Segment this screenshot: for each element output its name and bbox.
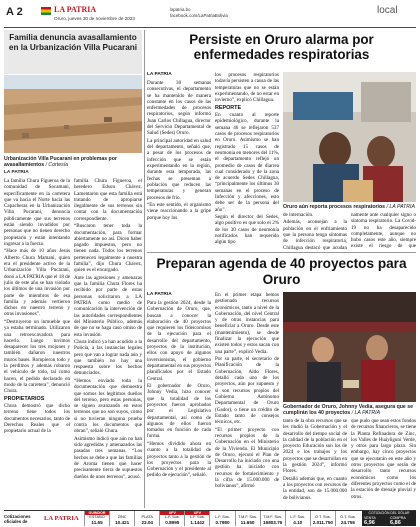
story1-photo-graphic xyxy=(283,72,416,202)
header-dateline: Oruro, jueves 30 de noviembre de 2023 xyxy=(54,16,135,21)
story2-photo-graphic xyxy=(283,292,416,402)
story1-col2-p1: los procesos respiratorios todavía persisten a causa de las temperaturas que no se están experimentando, de no estar en invierno”, explicó Chillagua. xyxy=(215,72,279,104)
story1-caption-text: Oruro aún reporta procesos respiratorios xyxy=(283,204,386,210)
header-divider xyxy=(4,27,416,28)
quote-cell xyxy=(109,511,134,526)
quote-sub: L.F. Sus. xyxy=(164,515,180,520)
buy-value: 6,96 xyxy=(364,519,375,526)
story2-photo xyxy=(283,292,416,402)
sidebar-col1-p3: “Destruyeron un inmueble que ya estaba terminado. Utilizaron una retroexcavadora para hacerlo. Luego tuvimos desaparecer los tres mojones y también dañaron nuestros muros bases. Rompieron todo y la perdimos y además robaron el vehículo de todo, tal como hacen, el pedido declarado en modo de la carretera”, denunció Chura. xyxy=(4,318,70,395)
sidebar-caption-text: Urbanización Villa Pucarani en problemas por avasallamientos xyxy=(4,156,117,169)
story1-photo xyxy=(283,72,416,202)
quote-sub: ESTAÑO xyxy=(89,515,105,520)
story1-col4-p1: namente ante cualquier signo o síntoma respiratorio. La Covid-19 no ha desaparecido completamente, aunque no hubo casos este año, siempre existe el riesgo de que xyxy=(351,212,416,250)
sell-value: 6,86 xyxy=(390,519,401,526)
sidebar-photo-graphic xyxy=(4,75,142,153)
header-social-1: lapatria.bo xyxy=(170,7,191,12)
quote-cell xyxy=(335,511,360,526)
sidebar-col2-p3: Ante las agresiones y amenazas que la familia Chura Flores ha recibido por parte de estas personas solicitaron a LA PATRIA como medio de comunicación la intervención de las autoridades correspondientes del Ministerio Público, además de que no se haga caso omiso de esta invasión. xyxy=(74,274,142,338)
sidebar-col-1 xyxy=(4,178,70,506)
quote-sub: O.T. Sus. xyxy=(340,515,356,520)
story1-col1-p2: La principal autoridad en salud del departamento, señaló que, a pesar de los procesos de infección que se están experimentando en la región, durante esta temporada, las fechas se presentan a población que reducen las temperaturas y generan procesos de frío. xyxy=(147,137,211,201)
quote-value: 0.8995 xyxy=(165,520,180,526)
story-divider xyxy=(147,252,416,253)
quote-value: 11.65 xyxy=(91,520,103,526)
buy-label: VENTA xyxy=(364,516,376,520)
header-social-2: facebook.com/LaPatriaBolivia xyxy=(170,13,228,18)
sidebar-col1-p2: “Hace más de 10 años Jesús Alberto Chura Mamani, quien era el presidente activo de la Urbanización Villa Pucarani, donó a LA PATRIA que el 18 de julio de este año se han violado los últimos de una invasión por parte de miembros de esa familia y además vertieron dichos en nuestro terreno y otras invasiones”. xyxy=(4,248,70,318)
header-flag-icon xyxy=(41,7,51,15)
story1-col-3 xyxy=(283,212,347,250)
story1-col2-p3: Según el director del Sedes, algo positivo es que solo el 2% de los 30 casos de neumonía notificados han requerido algún tipo xyxy=(215,214,279,246)
quote-sub: L.F. Sus. xyxy=(290,515,306,520)
story2-col1-p2: El gobernador de Oruro, Johnny Vedia, hizo conocer que la totalidad de los proyectos fueron aprobados por el Legislativo departamental, así como de algunos de ellos fueron tomados en función de cada forma. xyxy=(147,383,211,440)
quote-sub: PLATA xyxy=(141,515,153,520)
story2-caption xyxy=(283,404,416,416)
sidebar-col-2 xyxy=(74,178,142,506)
quote-sub: T.M.F. Sus. xyxy=(263,515,283,520)
quote-label: UFV xyxy=(160,511,184,515)
story1-col3-p1: de internación. xyxy=(283,212,314,218)
quotes-bar xyxy=(4,510,416,526)
story2-col2-p3: “El primer proyecto con recursos propios de la Gobernación en el Ministerio de la Vivienda. El Municipio de Oruro, ejecutó el Plan de Desarrollo ha iniciado con una gestión ha iniciado con recursos de fortalecimiento y la cifra de 15.000.000 de bolivianos”, afirmó xyxy=(215,426,279,490)
quote-value: 10.421 xyxy=(115,520,130,526)
quote-cell xyxy=(184,511,209,526)
sidebar-subhead: PROPIETARIOS xyxy=(4,395,45,402)
sidebar-byline: LA PATRIA xyxy=(4,170,29,175)
story1-byline: LA PATRIA xyxy=(147,72,172,77)
story2-caption-text: Gobernador de Oruro, Johnny Vedia, asegura que se cumplirán los 40 proyectos xyxy=(283,404,414,417)
sidebar-col2-p1: familia Chura Figueroa, el heredero Edson Chávez. Lamentaron que esta familia está tratando de apropiarse ilegalmente de sus terrenos sin contar con la documentación correspondiente. xyxy=(74,178,142,222)
column-divider xyxy=(144,30,145,508)
story1-headline: Persiste en Oruro alarma por enfermedades respiratorias xyxy=(189,32,374,62)
story1-col1-p1: Durante 30 semanas consecutivas, el departamento se ha mantenido de manera constante en los casos de las enfermedades de procesos respiratorios, según informó Juan Carlos Chillagua, director del Servicio Departamental de Salud (Sedes) Oruro. xyxy=(147,80,211,137)
sidebar-photo xyxy=(4,75,142,153)
quote-sub: L.F. Sus. xyxy=(190,515,205,520)
sidebar-col2-p5: “Hemos enviado toda la documentación que demuestra que somos los legítimos dueños del terreno, pero estas personas, se siguen avanzando en estos terrenos que no son suyos, como si no tuvieran ninguna prueba contra los documentos que obran”, señaló Chura. xyxy=(74,377,142,435)
sidebar-col2-p4: Chura indicó ya han acudido a la Policía, a las instancias legales pero que van a lograr nada aún y que también no hay una respuesta sobre los hechos denunciados. xyxy=(74,338,142,377)
quote-sub: T.M.F. Sus. xyxy=(238,515,257,520)
quote-cell xyxy=(159,511,184,526)
story2-col3-p1: tanto de la obra recursos que se les rindió la Gobernación y el desarrollo del tiempo social de la calidad de la población en el proyecto Educación son los de 2024 e los trabajos y los proyectos que se desarrollan en la gestión 2024”, informó Flores. xyxy=(283,418,347,475)
quote-cell xyxy=(310,511,335,526)
story2-col1-p3: “Hemos dividido ahora en cuanto a la totalidad de proyectos tanto a la gestión de los proyectos para la Gobernación y el presidente al pedido de ejecución”, señaló. xyxy=(147,440,211,479)
story2-col2-p1: En el primer etapa hemos gestionado recursos económicos, tanto a nivel de la Gobernación, del nivel Central y de otras instancias para beneficiar a Oruro. Desde este (mantenimiento), se desde finalizar la ejecución que existen todos y estos sacan con una parte”, explicó Vedia. xyxy=(215,292,279,355)
story1-col-2 xyxy=(215,72,279,248)
story-proyectos xyxy=(147,254,416,508)
story2-col-1 xyxy=(147,300,211,506)
page-header xyxy=(0,0,420,30)
story2-col-4 xyxy=(351,418,416,506)
sidebar-headline: Familia denuncia avasallamiento en la Urbanización Villa Pucarani xyxy=(8,33,138,52)
sidebar-caption xyxy=(4,156,142,168)
quotes-title: Cotizaciones oficiales de xyxy=(4,514,31,524)
quote-label: GUINDOR xyxy=(85,511,109,515)
story2-col-2 xyxy=(215,292,279,506)
quote-cell xyxy=(285,511,310,526)
story1-col1-p3: “En este sentido, el organismo viene reaccionando a la gripe porque hoy los xyxy=(147,202,211,221)
story1-col-4 xyxy=(351,212,416,250)
quote-value: 11.650 xyxy=(240,520,255,526)
header-brand: LA PATRIA xyxy=(54,5,97,14)
sidebar-col2-p2: “Buscaron tener toda la documentación, para formar abiertamente no así. Dicen haber pagado impuestos, pero no tienen nada. Todos los terrenos pertenecen legalmente a nuestra familia”, dijo Chura Chávez, quien es el encargado. xyxy=(74,223,142,274)
story1-caption-credit: / LA PATRIA xyxy=(386,204,415,210)
quote-value: 23.04 xyxy=(141,520,153,526)
story2-col-3 xyxy=(283,418,347,506)
story1-col2-p2: En cuanto al reporte epidemiológico, durante la semana 46 se reflejaron 537 casos de procesos respiratorios en Oruro. Asimismo se han registrado 15 casos de neumonía en menores del 11%, el departamento reflejó un promedio de casos de diarrea cual considerado y de la zona de acuerdo Sedes Chillagua, “principalmente los últimos 30 semanas en el proceso de Infección y afecciones, esto debe ser de la persona del año”. xyxy=(215,112,279,213)
currency-title: COTIZACIÓN DEL DÓLAR xyxy=(368,511,410,515)
story2-byline: LA PATRIA xyxy=(147,292,172,297)
quote-value: 1.1442 xyxy=(190,520,205,526)
quote-cell xyxy=(134,511,159,526)
story1-caption xyxy=(283,204,416,210)
quote-value: 2.011.750 xyxy=(312,520,333,526)
sidebar-story xyxy=(4,30,142,508)
quote-value: 0.7980 xyxy=(215,520,230,526)
quote-sub: L.F. Sus. xyxy=(215,515,230,520)
sidebar-caption-credit: / Cortesía xyxy=(45,162,69,169)
story2-col3-p2: Detalló además que, en cuanto a los proyectos con recursos de la entidad, son de 15.000.000 de bolivianos. xyxy=(283,475,347,501)
story1-col3-p2: Además, aconsejan a la población en el enfriamiento que la persona tenga síntomas de infección respiratoria, Chillagua destacó que acudan xyxy=(283,219,347,250)
story2-caption-credit: / LA PATRIA xyxy=(351,410,381,417)
quote-cell xyxy=(209,511,234,526)
currency-box xyxy=(362,511,416,526)
sidebar-col1-p4: Chura demostró que dicho terreno tiene todos los documentos necesarios, tanto de Derechos Reales que el propietario actual de la xyxy=(4,403,70,435)
sidebar-col2-p6: Asimismo indicó que aún no han sido agredidas y amenazados las pasadas tres semanas. “Los hechos se debe a que las familias de Aroma tienen que hacer precisamente tierra de supuestos dueños de unos terrenos”, acusó. xyxy=(74,435,142,480)
sell-label: COMPRA xyxy=(390,516,406,520)
quote-cell xyxy=(84,511,109,526)
quote-sub: ZINC xyxy=(117,515,127,520)
story2-col4-p1: que pudo que sean estos fondos de recursos financieros, se tiene la Planta Refinadora de Zinc, los Valles de Huáyñguni Verde, y otros para largo plazo. Sin embargo, hay cinco proyectos que se ejecutarán en este año y otros proyectos que serán de desarrollo tanto recursos económicos como los diferentes proyectos como el de la estación de drenaje pluvial y otros. xyxy=(351,418,416,500)
story1-col-1 xyxy=(147,80,211,248)
quote-value: 16803.76 xyxy=(263,520,283,526)
page-label: A 2 xyxy=(6,6,23,18)
quote-cell xyxy=(260,511,285,526)
header-section: local xyxy=(377,5,398,16)
quotes-brand: LA PATRIA xyxy=(44,515,79,522)
quote-label: UFV xyxy=(185,511,209,515)
quote-value: 24.755 xyxy=(340,520,355,526)
quote-cell xyxy=(235,511,260,526)
sidebar-col1-p1: La familia Chura Figueroa de la comunidad de Socamani, específicamente en la carretera que va hacia el Norte hacia las Capacheras en la Urbanización Villa Pucarani, denuncia públicamente que sus terrenos están siendo invadidos por personas que no tienen derecho propietario y están intentando ingresar a la fuerza. xyxy=(4,178,70,247)
story1-subhead: REPORTE xyxy=(215,104,242,111)
quote-value: 4.10 xyxy=(293,520,303,526)
story2-headline: Preparan agenda de 40 proyectos para Oruro xyxy=(156,256,407,287)
story2-col1-p1: Para la gestión 2024, desde la Gobernación de Oruro, que, buscan a conocer la elaboración de 40 proyectos que requieren los fideicomisos de la ejecución para el desarrollo del departamento, proyectos de la institución, ellos con apoyo de algunos inversionistas, el gobierno departamental en sus proyectos planificados por el Estado Central. xyxy=(147,300,211,382)
story2-col2-p2: Por su parte, el secretario de Planificación de la Gobernación, Aldo Flores, detalló cada uno de los proyectos, aún por supuesto y si son recursos propios del Gobierno Autónomo Departamental de Oruro (Gador), o tiene un crédito de Estado tanto de consejos técnicos, etc. xyxy=(215,356,279,426)
story-respiratorias xyxy=(147,30,416,250)
quote-sub: O.T. Sus. xyxy=(315,515,331,520)
